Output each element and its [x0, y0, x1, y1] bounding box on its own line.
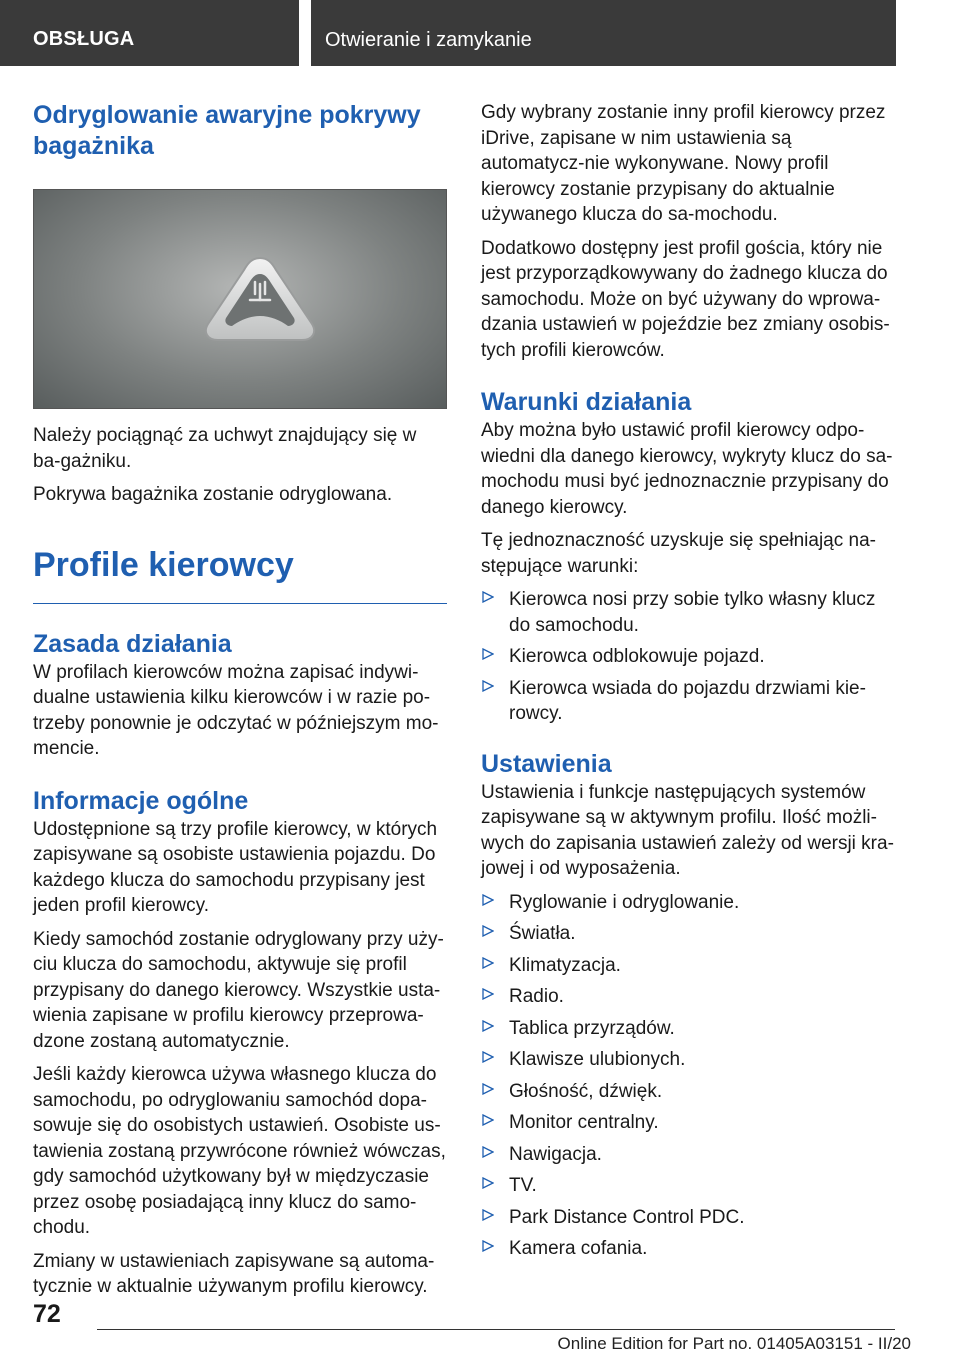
right-column — [481, 100, 896, 1268]
list-item — [481, 644, 896, 670]
paragraph: Tę jednoznaczność uzyskuje się spełniając na-stępujące warunki: — [481, 530, 876, 577]
list-item — [481, 1079, 896, 1105]
list-item — [481, 1205, 896, 1231]
heading-driver-profiles: Profile kierowcy — [33, 545, 294, 584]
list-item — [481, 1142, 896, 1168]
list-item — [481, 953, 896, 979]
list-item — [481, 1236, 896, 1262]
paragraph: Jeśli każdy kierowca używa własnego klucza do samochodu, po odryglowaniu samochód dopa-sowuje się do osobistych ustawień. Osobiste us-tawienia zostaną przywrócone również wówczas, gdy samochód użytkowany był w międzyczasie przez osobę posiadającą inny klucz do samo-chodu. — [33, 1064, 446, 1238]
page-number: 72 — [33, 1300, 61, 1328]
list-item — [481, 587, 896, 638]
triangle-bullet-icon — [482, 1177, 494, 1189]
section-label: OBSŁUGA — [33, 28, 135, 50]
triangle-bullet-icon — [482, 648, 494, 660]
conditions-list — [481, 587, 896, 727]
footer-divider — [97, 1329, 895, 1330]
settings-list — [481, 890, 896, 1262]
list-item-text: Kierowca wsiada do pojazdu drzwiami kie-rowcy. — [509, 677, 866, 724]
heading-principle: Zasada działania — [33, 629, 232, 658]
list-item-text: Kamera cofania. — [509, 1238, 648, 1259]
triangle-bullet-icon — [482, 894, 494, 906]
list-item — [481, 1016, 896, 1042]
list-item-text: Głośność, dźwięk. — [509, 1080, 663, 1102]
heading-conditions: Warunki działania — [481, 388, 692, 416]
paragraph: Kiedy samochód zostanie odryglowany przy uży-ciu klucza do samochodu, aktywuje się profil przypisany do danego kierowcy. Wszystkie usta-wienia zapisane w profilu kierowcy przeprowa-dzone zostaną automatycznie. — [33, 928, 444, 1052]
triangle-bullet-icon — [482, 680, 494, 692]
triangle-bullet-icon — [482, 957, 494, 969]
list-item — [481, 1047, 896, 1073]
triangle-bullet-icon — [482, 1083, 494, 1095]
left-column — [33, 100, 447, 1308]
list-item-text: Klimatyzacja. — [509, 954, 621, 976]
paragraph: W profilach kierowców można zapisać indywi-dualne ustawienia kilku kierowców i w razie po-trzeby ponownie je odczytać w późniejszym mo-mencie. — [33, 661, 439, 759]
list-item — [481, 921, 896, 947]
list-item-text: Nawigacja. — [509, 1143, 602, 1165]
chapter-label: Otwieranie i zamykanie — [325, 29, 532, 51]
heading-settings: Ustawienia — [481, 749, 612, 778]
trunk-release-handle-icon — [202, 254, 318, 342]
list-item — [481, 984, 896, 1010]
edition-note: Online Edition for Part no. 01405A03151 - II/20 — [557, 1334, 911, 1353]
paragraph: Dodatkowo dostępny jest profil gościa, który nie jest przyporządkowywany do żadnego klucza do samochodu. Może on być używany do wprowa-dzania ustawień w pojeździe bez zmiany osobis-tych profili kierowców. — [481, 237, 890, 361]
triangle-bullet-icon — [482, 1146, 494, 1158]
list-item-text: Radio. — [509, 986, 564, 1007]
list-item-text: Kierowca nosi przy sobie tylko własny klucz do samochodu. — [509, 589, 876, 636]
list-item-text: Ryglowanie i odryglowanie. — [509, 891, 740, 913]
list-item-text: Światła. — [509, 923, 576, 944]
list-item — [481, 1110, 896, 1136]
triangle-bullet-icon — [482, 591, 494, 603]
paragraph: Ustawienia i funkcje następujących systemów zapisywane są w aktywnym profilu. Ilość możli-wych do zapisania ustawień zależy od wersji kra-jowej i od wyposażenia. — [481, 781, 894, 879]
paragraph: Zmiany w ustawieniach zapisywane są automa-tycznie w aktualnie używanym profilu kierowcy. — [33, 1250, 435, 1297]
list-item — [481, 890, 896, 916]
paragraph: Udostępnione są trzy profile kierowcy, w których zapisywane są osobiste ustawienia pojazdu. Do każdego klucza do samochodu przypisany jest jeden profil kierowcy. — [33, 818, 438, 916]
page-header — [0, 0, 960, 66]
heading-general-info: Informacje ogólne — [33, 786, 249, 815]
heading-emergency-release: Odryglowanie awaryjne pokrywy bagażnika — [33, 101, 421, 160]
paragraph: Gdy wybrany zostanie inny profil kierowcy przez iDrive, zapisane w nim ustawienia są automatycz-nie wykonywane. Nowy profil kierowcy zostanie przypisany do aktualnie używanego klucza do sa-mochodu. — [481, 102, 886, 225]
list-item-text: Tablica przyrządów. — [509, 1017, 675, 1039]
paragraph: Pokrywa bagażnika zostanie odryglowana. — [33, 484, 393, 505]
chapter-tab — [311, 0, 896, 66]
paragraph: Należy pociągnąć za uchwyt znajdujący się w ba-gażniku. — [33, 425, 417, 472]
list-item-text: Monitor centralny. — [509, 1112, 659, 1133]
list-item-text: TV. — [509, 1175, 537, 1196]
list-item-text: Park Distance Control PDC. — [509, 1206, 745, 1228]
section-tab — [0, 0, 299, 66]
triangle-bullet-icon — [482, 1114, 494, 1126]
list-item — [481, 676, 896, 727]
triangle-bullet-icon — [482, 1209, 494, 1221]
list-item-text: Kierowca odblokowuje pojazd. — [509, 646, 765, 667]
triangle-bullet-icon — [482, 925, 494, 937]
triangle-bullet-icon — [482, 1020, 494, 1032]
list-item — [481, 1173, 896, 1199]
triangle-bullet-icon — [482, 1051, 494, 1063]
list-item-text: Klawisze ulubionych. — [509, 1049, 686, 1070]
triangle-bullet-icon — [482, 1240, 494, 1252]
triangle-bullet-icon — [482, 988, 494, 1000]
paragraph: Aby można było ustawić profil kierowcy odpo-wiedni dla danego kierowcy, wykryty klucz do sa-mochodu musi być jednoznacznie przypisany do danego kierowcy. — [481, 420, 893, 518]
trunk-handle-figure — [33, 189, 447, 409]
